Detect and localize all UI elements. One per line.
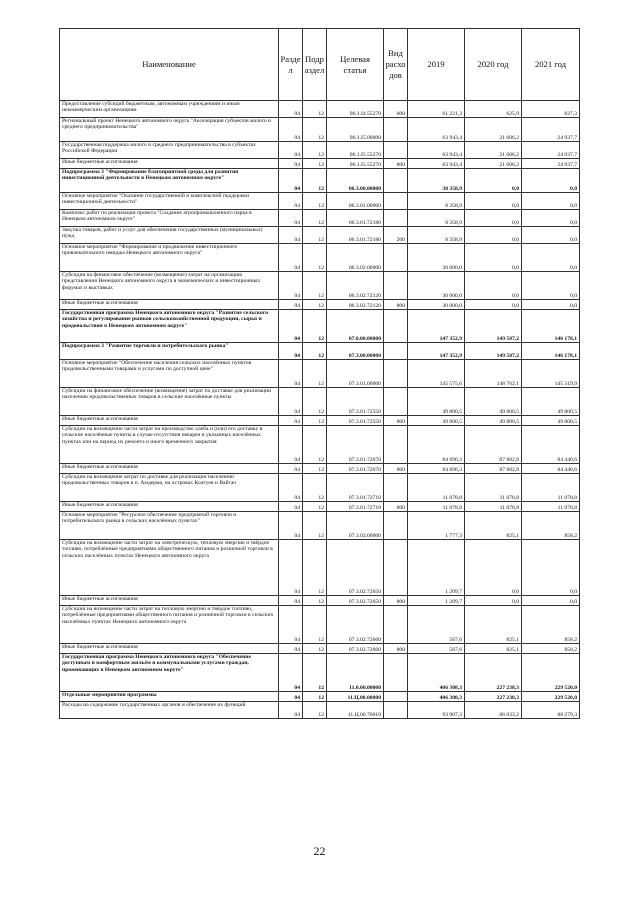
cell-value-2020: 0,0 (465, 300, 522, 310)
table-row (60, 244, 580, 272)
header-expense-type: Вид расхо дов (384, 29, 408, 101)
cell-value-2019: 147 352,9 (408, 310, 465, 343)
cell-value-2020: 11 078,8 (465, 502, 522, 512)
cell-razdel: 04 (279, 654, 303, 692)
cell-razdel: 04 (279, 210, 303, 227)
table-row (60, 227, 580, 244)
cell-value-2020: 227 238,3 (465, 692, 522, 702)
cell-razdel: 04 (279, 142, 303, 159)
cell-razdel: 04 (279, 692, 303, 702)
cell-target-article: 07.0.00.00000 (327, 310, 384, 343)
cell-expense-type (384, 606, 408, 644)
cell-target-article: 06.3.02.00000 (327, 244, 384, 272)
cell-podrazdel: 12 (303, 644, 327, 654)
cell-name: Комплекс работ по реализации проекта "Создание агропромышленного парка в Ненецком автономном округе" (60, 210, 279, 227)
cell-name: Основное мероприятие "Оказание государственной и комплексной поддержки инвестиционной деятельности" (60, 193, 279, 210)
cell-value-2021: 0,0 (522, 169, 580, 193)
cell-podrazdel: 12 (303, 310, 327, 343)
cell-podrazdel: 12 (303, 210, 327, 227)
table-row (60, 416, 580, 426)
cell-podrazdel: 12 (303, 360, 327, 388)
cell-value-2021: 24 937,7 (522, 118, 580, 142)
cell-razdel: 04 (279, 118, 303, 142)
cell-value-2021: 229 520,0 (522, 654, 580, 692)
cell-expense-type (384, 512, 408, 540)
cell-value-2020: 0,0 (465, 540, 522, 596)
cell-target-article: 07.3.02.00000 (327, 512, 384, 540)
table-row (60, 644, 580, 654)
cell-razdel: 04 (279, 244, 303, 272)
table-row (60, 272, 580, 300)
cell-razdel: 04 (279, 416, 303, 426)
cell-expense-type (384, 272, 408, 300)
table-row (60, 193, 580, 210)
table-row (60, 388, 580, 416)
cell-target-article: 07.3.00.00000 (327, 343, 384, 360)
cell-expense-type: 800 (384, 416, 408, 426)
cell-razdel: 04 (279, 644, 303, 654)
cell-podrazdel: 12 (303, 502, 327, 512)
table-row (60, 300, 580, 310)
cell-value-2021: 858,2 (522, 606, 580, 644)
cell-podrazdel: 12 (303, 142, 327, 159)
cell-podrazdel: 12 (303, 464, 327, 474)
header-target-article: Целевая статья (327, 29, 384, 101)
table-row (60, 540, 580, 596)
cell-value-2019: 145 575,6 (408, 360, 465, 388)
cell-value-2020: 86 033,2 (465, 702, 522, 719)
cell-value-2019: 49 800,5 (408, 416, 465, 426)
cell-name: Иные бюджетные ассигнования (60, 416, 279, 426)
cell-value-2020: 625,9 (465, 101, 522, 118)
cell-name: Подпрограмма 3 "Формирование благоприятной среды для развития инвестиционной деятельности в Ненецком автономном округе" (60, 169, 279, 193)
cell-podrazdel: 12 (303, 606, 327, 644)
cell-target-article: 11.Ц.00.00000 (327, 692, 384, 702)
table-row (60, 310, 580, 343)
table-row (60, 502, 580, 512)
cell-razdel: 04 (279, 596, 303, 606)
cell-value-2020: 149 587,2 (465, 343, 522, 360)
cell-value-2020: 0,0 (465, 596, 522, 606)
cell-podrazdel: 12 (303, 118, 327, 142)
cell-target-article: 06.3.02.72120 (327, 272, 384, 300)
cell-value-2020: 825,1 (465, 606, 522, 644)
cell-razdel: 04 (279, 474, 303, 502)
cell-name: Закупка товаров, работ и услуг для обеспечения государственных (муниципальных) нужд (60, 227, 279, 244)
cell-podrazdel: 12 (303, 702, 327, 719)
cell-podrazdel: 12 (303, 101, 327, 118)
cell-value-2019: 406 308,3 (408, 654, 465, 692)
cell-expense-type: 600 (384, 101, 408, 118)
cell-expense-type (384, 210, 408, 227)
cell-expense-type: 800 (384, 159, 408, 169)
table-row (60, 343, 580, 360)
cell-podrazdel: 12 (303, 227, 327, 244)
cell-name: Иные бюджетные ассигнования (60, 596, 279, 606)
cell-razdel: 04 (279, 227, 303, 244)
cell-value-2019: 11 078,8 (408, 474, 465, 502)
cell-expense-type (384, 692, 408, 702)
cell-value-2019: 49 800,5 (408, 388, 465, 416)
cell-podrazdel: 12 (303, 272, 327, 300)
cell-podrazdel: 12 (303, 193, 327, 210)
table-row (60, 606, 580, 644)
cell-target-article: 06.1.I5.55270 (327, 159, 384, 169)
cell-expense-type: 800 (384, 596, 408, 606)
cell-razdel: 04 (279, 426, 303, 464)
cell-value-2020: 21 606,2 (465, 159, 522, 169)
cell-value-2019: 567,6 (408, 644, 465, 654)
cell-podrazdel: 12 (303, 169, 327, 193)
cell-value-2020: 0,0 (465, 169, 522, 193)
header-year-2021: 2021 год (522, 29, 580, 101)
cell-target-article: 06.3.02.72120 (327, 300, 384, 310)
cell-podrazdel: 12 (303, 244, 327, 272)
cell-target-article: 07.3.02.72650 (327, 596, 384, 606)
cell-value-2020: 0,0 (465, 210, 522, 227)
cell-name: Иные бюджетные ассигнования (60, 502, 279, 512)
cell-razdel: 04 (279, 300, 303, 310)
cell-value-2019: 30 000,0 (408, 272, 465, 300)
cell-value-2020: 11 078,8 (465, 474, 522, 502)
cell-expense-type (384, 244, 408, 272)
table-row (60, 142, 580, 159)
cell-value-2020: 49 800,5 (465, 416, 522, 426)
cell-value-2021: 858,2 (522, 644, 580, 654)
cell-expense-type (384, 388, 408, 416)
cell-value-2021: 858,2 (522, 512, 580, 540)
cell-name: Иные бюджетные ассигнования (60, 644, 279, 654)
cell-expense-type (384, 142, 408, 159)
cell-value-2021: 11 078,8 (522, 502, 580, 512)
cell-value-2021: 49 800,5 (522, 388, 580, 416)
cell-name: Основное мероприятие "Ресурсное обеспечение предприятий торговли и потребительского рынка в сельских населённых пунктах" (60, 512, 279, 540)
table-header-row (60, 29, 580, 101)
cell-value-2019: 1 777,3 (408, 512, 465, 540)
cell-value-2020: 149 587,2 (465, 310, 522, 343)
cell-name: Основное мероприятие "Обеспечение населения сельских населённых пунктов продовольственными товарами и услугами по доступной цене" (60, 360, 279, 388)
cell-value-2020: 227 238,3 (465, 654, 522, 692)
cell-value-2020: 21 606,2 (465, 118, 522, 142)
table-row (60, 474, 580, 502)
table-row (60, 464, 580, 474)
cell-target-article: 07.3.01.72670 (327, 426, 384, 464)
cell-value-2021: 229 520,0 (522, 692, 580, 702)
cell-value-2021: 0,0 (522, 193, 580, 210)
cell-name: Отдельные мероприятия программы (60, 692, 279, 702)
cell-value-2019: 406 308,3 (408, 692, 465, 702)
cell-value-2019: 8 358,9 (408, 210, 465, 227)
header-name: Наименование (60, 29, 279, 101)
table-row (60, 512, 580, 540)
cell-razdel: 04 (279, 159, 303, 169)
cell-target-article: 06.3.01.72180 (327, 210, 384, 227)
table-row (60, 169, 580, 193)
cell-value-2021: 11 078,8 (522, 474, 580, 502)
cell-razdel: 04 (279, 388, 303, 416)
cell-value-2019: 1 209,7 (408, 596, 465, 606)
cell-razdel: 04 (279, 540, 303, 596)
cell-value-2021: 49 800,5 (522, 416, 580, 426)
table-row (60, 101, 580, 118)
header-razdel: Разде л (279, 29, 303, 101)
cell-value-2020: 49 800,5 (465, 388, 522, 416)
cell-name: Расходы на содержание государственных органов и обеспечение их функций (60, 702, 279, 719)
cell-expense-type (384, 474, 408, 502)
cell-value-2020: 0,0 (465, 227, 522, 244)
cell-value-2021: 84 440,6 (522, 464, 580, 474)
cell-value-2021: 88 279,3 (522, 702, 580, 719)
cell-value-2019: 1 209,7 (408, 540, 465, 596)
cell-value-2020: 0,0 (465, 272, 522, 300)
cell-value-2021: 0,0 (522, 540, 580, 596)
cell-expense-type (384, 654, 408, 692)
cell-value-2021: 0,0 (522, 596, 580, 606)
cell-value-2021: 827,3 (522, 101, 580, 118)
cell-expense-type (384, 426, 408, 464)
cell-target-article: 06.3.00.00000 (327, 169, 384, 193)
table-row (60, 692, 580, 702)
cell-razdel: 04 (279, 512, 303, 540)
cell-podrazdel: 12 (303, 474, 327, 502)
cell-podrazdel: 12 (303, 343, 327, 360)
cell-name: Подпрограмма 3 "Развитие торговли и потребительского рынка" (60, 343, 279, 360)
cell-target-article: 06.3.01.72180 (327, 227, 384, 244)
cell-expense-type (384, 343, 408, 360)
cell-target-article: 07.3.01.72550 (327, 388, 384, 416)
cell-name: Государственная программа Ненецкого автономного округа "Развитие сельского хозяйства и регулирование рынков сельскохозяйственной продукции, сырья и продовольствия в Ненецком автономном округе" (60, 310, 279, 343)
cell-target-article: 07.3.01.72710 (327, 502, 384, 512)
cell-target-article: 11.0.00.00000 (327, 654, 384, 692)
cell-value-2020: 148 762,1 (465, 360, 522, 388)
cell-razdel: 04 (279, 464, 303, 474)
cell-target-article: 06.3.01.00000 (327, 193, 384, 210)
header-year-2019: 2019 (408, 29, 465, 101)
cell-value-2019: 567,6 (408, 606, 465, 644)
budget-table (59, 28, 580, 719)
cell-value-2019: 30 000,0 (408, 244, 465, 272)
cell-expense-type (384, 118, 408, 142)
table-body (60, 101, 580, 719)
cell-value-2019: 93 907,3 (408, 702, 465, 719)
cell-value-2019: 11 078,8 (408, 502, 465, 512)
cell-name: Субсидия на финансовое обеспечение (возмещение) затрат на организацию представления Ненецкого автономного округа в экономических и инвестиционных форумах и выставках (60, 272, 279, 300)
cell-expense-type (384, 702, 408, 719)
cell-expense-type (384, 310, 408, 343)
cell-value-2021: 24 937,7 (522, 159, 580, 169)
cell-name: Иные бюджетные ассигнования (60, 300, 279, 310)
cell-value-2019: 8 358,9 (408, 193, 465, 210)
cell-name: Субсидии на возмещение части затрат на электрическую, тепловую энергию и твёрдое топливо, потреблённые предприятиями общественного питания и розничной торговли в сельских населённых пунктах Ненецкого автономного округа (60, 540, 279, 596)
cell-razdel: 04 (279, 101, 303, 118)
cell-name: Иные бюджетные ассигнования (60, 464, 279, 474)
cell-value-2020: 87 882,8 (465, 464, 522, 474)
cell-podrazdel: 12 (303, 654, 327, 692)
cell-value-2019: 147 352,9 (408, 343, 465, 360)
cell-name: Иные бюджетные ассигнования (60, 159, 279, 169)
cell-expense-type: 800 (384, 644, 408, 654)
cell-value-2020: 21 606,2 (465, 142, 522, 159)
cell-target-article: 07.3.02.72650 (327, 540, 384, 596)
table-row (60, 118, 580, 142)
cell-value-2021: 0,0 (522, 210, 580, 227)
cell-expense-type (384, 169, 408, 193)
cell-name: Субсидии на возмещение части затрат на производство хлеба и (или) его доставку в сельские населённые пункты в случае отсутствия пекарен в указанных населённых пунктах или на период их ремонта и иного временного закрытия (60, 426, 279, 464)
cell-podrazdel: 12 (303, 692, 327, 702)
cell-razdel: 04 (279, 272, 303, 300)
cell-value-2020: 87 882,8 (465, 426, 522, 464)
cell-target-article: 07.3.01.00000 (327, 360, 384, 388)
cell-value-2021: 0,0 (522, 244, 580, 272)
cell-value-2019: 61 221,3 (408, 101, 465, 118)
cell-value-2021: 0,0 (522, 272, 580, 300)
cell-target-article: 11.Ц.00.70010 (327, 702, 384, 719)
cell-podrazdel: 12 (303, 388, 327, 416)
cell-value-2019: 84 696,3 (408, 464, 465, 474)
cell-razdel: 04 (279, 310, 303, 343)
cell-expense-type (384, 193, 408, 210)
cell-value-2021: 84 440,6 (522, 426, 580, 464)
cell-value-2021: 24 937,7 (522, 142, 580, 159)
cell-podrazdel: 12 (303, 540, 327, 596)
cell-name: Региональный проект Ненецкого автономного округа "Акселерация субъектов малого и среднего предпринимательства" (60, 118, 279, 142)
cell-value-2021: 146 178,1 (522, 310, 580, 343)
cell-value-2021: 146 178,1 (522, 343, 580, 360)
cell-target-article: 07.3.01.72550 (327, 416, 384, 426)
cell-value-2021: 0,0 (522, 300, 580, 310)
cell-name: Государственная программа Ненецкого автономного округа "Обеспечение доступным и комфортным жильём и коммунальными услугами граждан, проживающих в Ненецком автономном округе" (60, 654, 279, 692)
cell-expense-type: 800 (384, 502, 408, 512)
table-row (60, 596, 580, 606)
cell-value-2019: 84 696,3 (408, 426, 465, 464)
cell-expense-type (384, 360, 408, 388)
cell-podrazdel: 12 (303, 596, 327, 606)
cell-value-2019: 63 943,4 (408, 159, 465, 169)
cell-razdel: 04 (279, 169, 303, 193)
cell-podrazdel: 12 (303, 159, 327, 169)
table-row (60, 702, 580, 719)
table-row (60, 426, 580, 464)
cell-razdel: 04 (279, 502, 303, 512)
cell-name: Предоставление субсидий бюджетным, автономным учреждениям и иным некоммерческим организациям (60, 101, 279, 118)
cell-value-2019: 63 943,4 (408, 118, 465, 142)
cell-name: Субсидии на возмещение части затрат на тепловую энергию и твёрдое топливо, потреблённые предприятиями общественного питания и розничной торговли в сельских населённых пунктах Ненецкого автономного округа (60, 606, 279, 644)
cell-target-article: 06.1.I5.00000 (327, 118, 384, 142)
cell-target-article: 06.1.I4.55270 (327, 101, 384, 118)
cell-value-2020: 0,0 (465, 244, 522, 272)
cell-razdel: 04 (279, 193, 303, 210)
cell-value-2019: 8 358,9 (408, 227, 465, 244)
cell-razdel: 04 (279, 360, 303, 388)
cell-value-2019: 38 358,9 (408, 169, 465, 193)
cell-podrazdel: 12 (303, 416, 327, 426)
cell-target-article: 06.1.I5.55270 (327, 142, 384, 159)
cell-podrazdel: 12 (303, 512, 327, 540)
cell-razdel: 04 (279, 343, 303, 360)
cell-name: Субсидии на финансовое обеспечение (возмещение) затрат по доставке для реализации населению продовольственных товаров в сельские населённые пункты (60, 388, 279, 416)
cell-target-article: 07.3.01.72670 (327, 464, 384, 474)
cell-expense-type (384, 540, 408, 596)
table-row (60, 654, 580, 692)
cell-expense-type: 800 (384, 464, 408, 474)
cell-target-article: 07.3.02.72660 (327, 606, 384, 644)
cell-value-2019: 63 943,4 (408, 142, 465, 159)
cell-expense-type: 800 (384, 300, 408, 310)
cell-podrazdel: 12 (303, 300, 327, 310)
cell-target-article: 07.3.02.72660 (327, 644, 384, 654)
cell-podrazdel: 12 (303, 426, 327, 464)
cell-value-2021: 145 319,9 (522, 360, 580, 388)
cell-value-2019: 30 000,0 (408, 300, 465, 310)
cell-name: Основное мероприятие "Формирование и продвижение инвестиционного привлекательного имиджа Ненецкого автономного округа" (60, 244, 279, 272)
cell-value-2020: 825,1 (465, 644, 522, 654)
table-row (60, 159, 580, 169)
cell-value-2020: 825,1 (465, 512, 522, 540)
header-podrazdel: Подр аздел (303, 29, 327, 101)
cell-name: Государственная поддержка малого и среднего предпринимательства в субъектах Российской Федерации (60, 142, 279, 159)
cell-razdel: 04 (279, 702, 303, 719)
cell-value-2021: 0,0 (522, 227, 580, 244)
table-row (60, 360, 580, 388)
cell-value-2020: 0,0 (465, 193, 522, 210)
cell-target-article: 07.3.01.72710 (327, 474, 384, 502)
cell-expense-type: 200 (384, 227, 408, 244)
table-row (60, 210, 580, 227)
cell-razdel: 04 (279, 606, 303, 644)
header-year-2020: 2020 год (465, 29, 522, 101)
page-number: 22 (313, 844, 326, 858)
cell-name: Субсидии на возмещение затрат по доставке для реализации населению продовольственных товаров в п. Амдерма, на островах Колгуев и Вайгач (60, 474, 279, 502)
